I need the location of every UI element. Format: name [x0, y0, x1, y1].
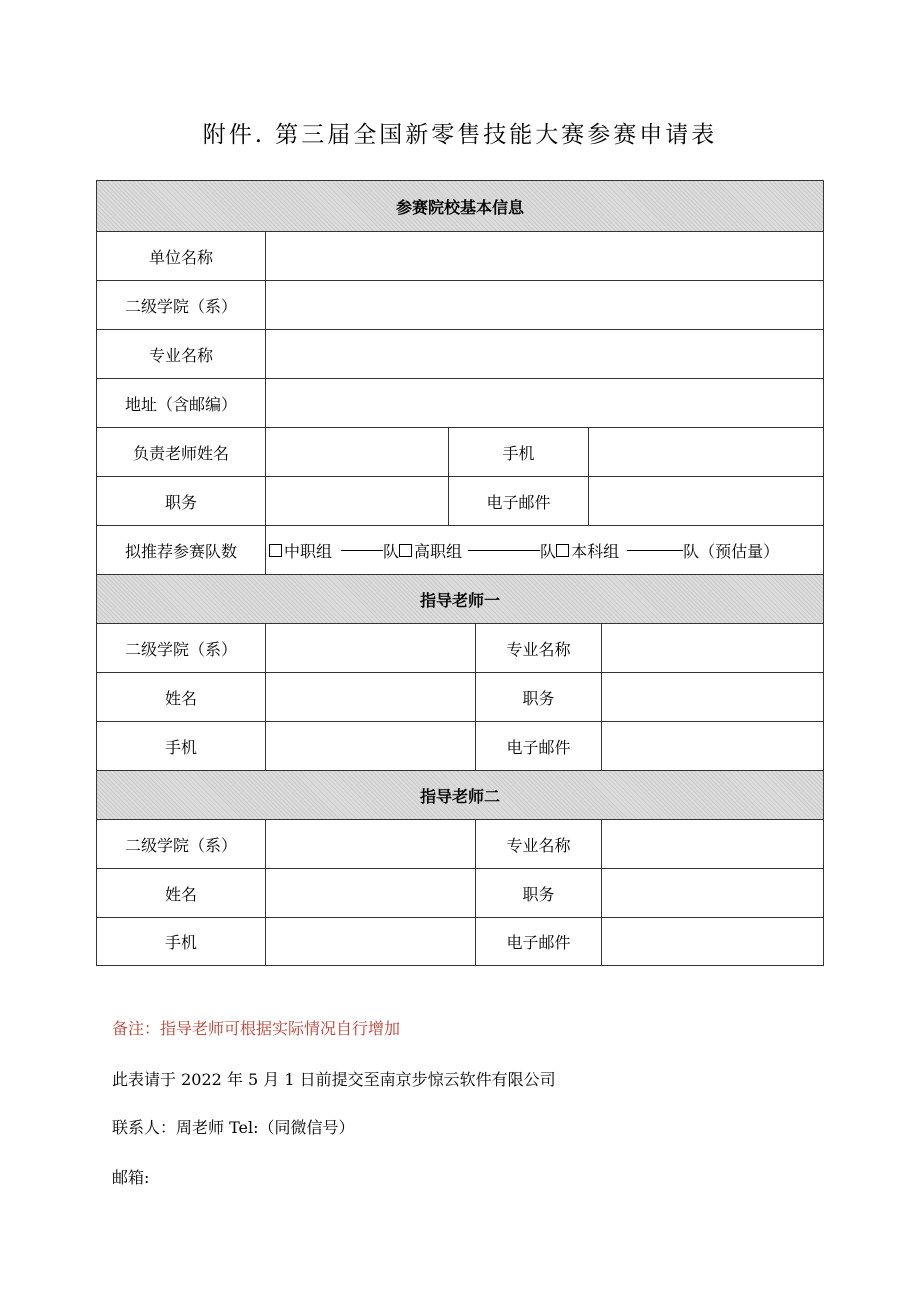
input-unit-name[interactable]: [265, 232, 823, 280]
label-advisor2-email: 电子邮件: [475, 918, 601, 965]
input-advisor1-position[interactable]: [601, 673, 823, 721]
label-address: 地址（含邮编）: [124, 394, 237, 414]
input-teacher-name[interactable]: [265, 428, 448, 476]
label-advisor1-major: 专业名称: [475, 624, 601, 672]
input-advisor2-college[interactable]: [265, 820, 475, 868]
input-advisor1-name[interactable]: [265, 673, 475, 721]
checkbox-undergrad[interactable]: [556, 544, 569, 557]
input-major[interactable]: [265, 330, 823, 378]
label-teacher-name: 负责老师姓名: [132, 443, 229, 463]
label-email: 电子邮件: [448, 477, 588, 525]
input-advisor2-major[interactable]: [601, 820, 823, 868]
checkbox-secondary[interactable]: [269, 544, 282, 557]
label-major: 专业名称: [148, 345, 213, 365]
row-advisor2-name: [97, 868, 823, 917]
row-advisor1-name: [97, 672, 823, 721]
team-count-options: [265, 526, 823, 574]
input-advisor1-major[interactable]: [601, 624, 823, 672]
row-advisor2-phone: [97, 917, 823, 965]
deadline-note: 此表请于 2022 年 5 月 1 日前提交至南京步惊云软件有限公司: [112, 1070, 556, 1089]
input-college[interactable]: [265, 281, 823, 329]
option-secondary: 中职组: [284, 541, 333, 561]
input-advisor2-email[interactable]: [601, 918, 823, 965]
blank-higher-count[interactable]: [468, 549, 540, 551]
page-title: 附件. 第三届全国新零售技能大赛参赛申请表: [202, 122, 718, 148]
option-undergrad: 本科组: [571, 541, 620, 561]
label-unit-name: 单位名称: [148, 247, 213, 267]
application-form: [96, 180, 824, 966]
label-advisor2-phone: 手机: [164, 933, 197, 952]
row-teams: [97, 525, 823, 574]
row-major: [97, 329, 823, 378]
label-advisor1-phone: 手机: [164, 737, 197, 757]
section-header-advisor2: 指导老师二: [97, 770, 823, 819]
row-advisor2-college: [97, 819, 823, 868]
row-position: [97, 476, 823, 525]
row-college: [97, 280, 823, 329]
input-advisor1-phone[interactable]: [265, 722, 475, 770]
input-email[interactable]: [588, 477, 823, 525]
option-higher: 高职组: [414, 541, 463, 561]
contact-note: 联系人：周老师 Tel:（同微信号）: [112, 1118, 355, 1137]
input-advisor1-college[interactable]: [265, 624, 475, 672]
remark-note: 备注：指导老师可根据实际情况自行增加: [112, 1019, 401, 1038]
input-advisor2-name[interactable]: [265, 869, 475, 917]
label-advisor1-position: 职务: [475, 673, 601, 721]
row-advisor1-phone: [97, 721, 823, 770]
label-advisor2-position: 职务: [475, 869, 601, 917]
section-header-advisor1: 指导老师一: [97, 574, 823, 623]
blank-secondary-count[interactable]: [341, 549, 383, 551]
blank-undergrad-count[interactable]: [627, 549, 683, 551]
unit-estimate: 队（预估量）: [683, 541, 780, 561]
row-advisor1-college: [97, 623, 823, 672]
input-advisor1-email[interactable]: [601, 722, 823, 770]
input-position[interactable]: [265, 477, 448, 525]
row-teacher-name: [97, 427, 823, 476]
row-unit-name: [97, 231, 823, 280]
label-advisor1-email: 电子邮件: [475, 722, 601, 770]
label-advisor1-college: 二级学院（系）: [124, 639, 237, 659]
label-advisor2-name: 姓名: [164, 884, 197, 904]
mailbox-note: 邮箱:: [112, 1168, 150, 1187]
label-teams: 拟推荐参赛队数: [124, 541, 237, 561]
label-advisor2-major: 专业名称: [475, 820, 601, 868]
section-header-school: 参赛院校基本信息: [97, 181, 823, 231]
input-address[interactable]: [265, 379, 823, 427]
unit-secondary: 队: [383, 541, 400, 561]
checkbox-higher[interactable]: [399, 544, 412, 557]
input-advisor2-position[interactable]: [601, 869, 823, 917]
label-advisor1-name: 姓名: [164, 688, 197, 708]
label-position: 职务: [164, 492, 197, 512]
label-phone: 手机: [448, 428, 588, 476]
label-college: 二级学院（系）: [124, 296, 237, 316]
label-advisor2-college: 二级学院（系）: [124, 835, 237, 855]
row-address: [97, 378, 823, 427]
input-phone[interactable]: [588, 428, 823, 476]
input-advisor2-phone[interactable]: [265, 918, 475, 965]
unit-higher: 队: [540, 541, 557, 561]
